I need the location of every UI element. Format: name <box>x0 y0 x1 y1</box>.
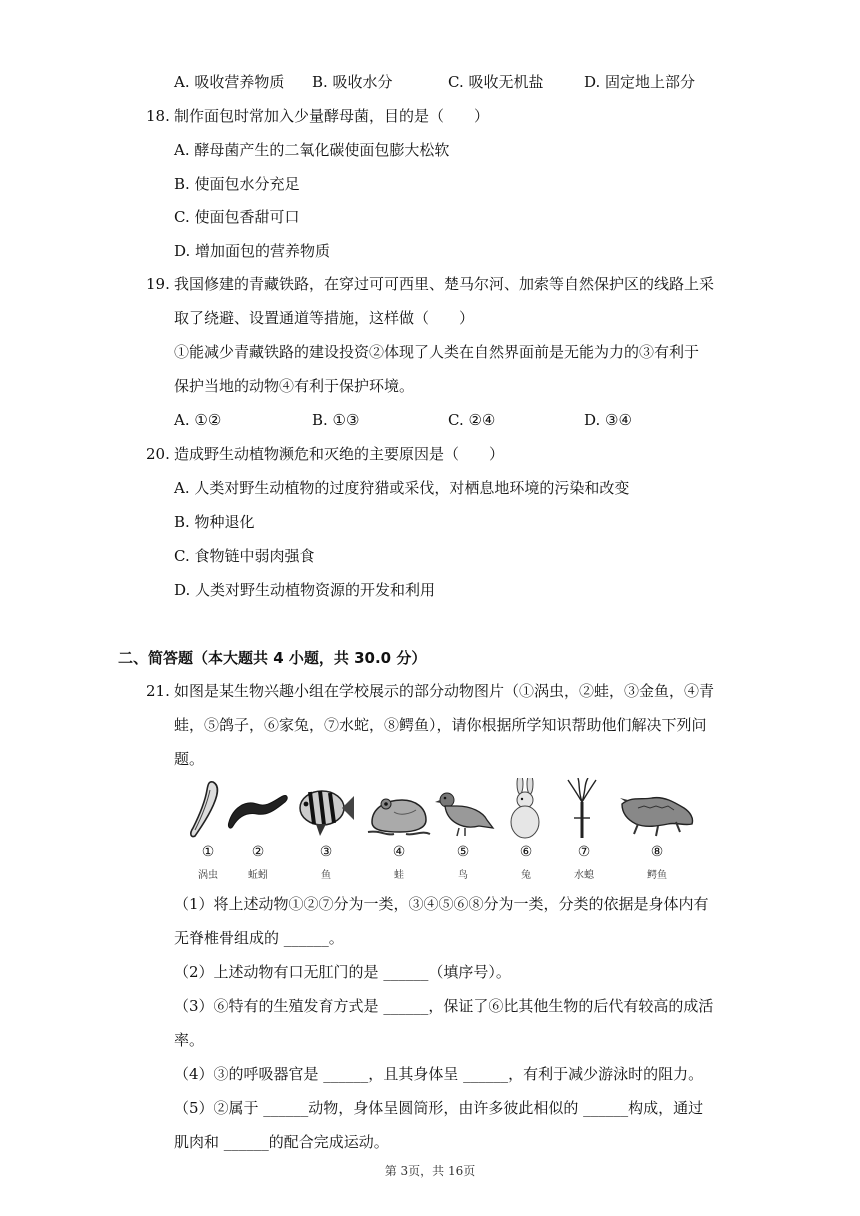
q18-option-a: A. 酵母菌产生的二氧化碳使面包膨大松软 <box>174 141 450 159</box>
hydra-icon <box>554 778 610 840</box>
q20-option-c: C. 食物链中弱肉强食 <box>174 547 315 565</box>
q21-sub1-line1: （1）将上述动物①②⑦分为一类，③④⑤⑥⑧分为一类，分类的依据是身体内有 <box>174 895 709 913</box>
animal-crocodile <box>618 778 696 881</box>
animal-number: ⑥ <box>519 844 533 860</box>
q19-stem-line2: 取了绕避、设置通道等措施，这样做（ ） <box>174 309 475 327</box>
q17-option-c: C. 吸收无机盐 <box>448 73 544 91</box>
q19-option-a: A. ①② <box>174 411 222 429</box>
frog-icon <box>366 778 432 840</box>
q20-option-d: D. 人类对野生动植物资源的开发和利用 <box>174 581 436 599</box>
animal-number: ⑧ <box>650 844 664 860</box>
animal-number: ① <box>201 844 215 860</box>
page-footer: 第 3页，共 16页 <box>384 1164 476 1178</box>
animal-caption: 鸟 <box>458 870 468 881</box>
q21-sub3-line2: 率。 <box>174 1031 205 1049</box>
q20-number: 20. <box>146 445 170 463</box>
q18-option-c: C. 使面包香甜可口 <box>174 208 300 226</box>
animal-number: ⑤ <box>456 844 470 860</box>
animal-pigeon <box>433 778 495 881</box>
q21-number: 21. <box>146 682 170 700</box>
animal-number: ③ <box>319 844 333 860</box>
q21-stem-line3: 题。 <box>174 750 205 768</box>
q21-sub4: （4）③的呼吸器官是 ______，且其身体呈 ______，有利于减少游泳时的阻力。 <box>174 1065 704 1083</box>
q21-sub5-line2: 肌肉和 ______的配合完成运动。 <box>174 1133 389 1151</box>
animal-caption: 涡虫 <box>198 870 218 881</box>
q19-detail-line1: ①能减少青藏铁路的建设投资②体现了人类在自然界面前是无能为力的③有利于 <box>174 343 700 361</box>
q18-option-b: B. 使面包水分充足 <box>174 175 300 193</box>
animal-caption: 鳄鱼 <box>647 870 667 881</box>
rabbit-icon <box>496 778 556 840</box>
q19-number: 19. <box>146 275 170 293</box>
q21-stem-line1: 如图是某生物兴趣小组在学校展示的部分动物图片（①涡虫，②蛙，③金鱼，④青 <box>174 682 715 700</box>
q20-stem: 造成野生动植物濒危和灭绝的主要原因是（ ） <box>174 445 505 463</box>
animal-number: ④ <box>392 844 406 860</box>
animal-caption: 蚯蚓 <box>248 870 268 881</box>
q18-number: 18. <box>146 107 170 125</box>
q19-option-b: B. ①③ <box>312 411 360 429</box>
animal-earthworm <box>225 778 291 881</box>
q18-stem: 制作面包时常加入少量酵母菌，目的是（ ） <box>174 107 490 125</box>
q19-detail-line2: 保护当地的动物④有利于保护环境。 <box>174 377 415 395</box>
q17-option-a: A. 吸收营养物质 <box>174 73 285 91</box>
animal-frog <box>366 778 432 881</box>
animal-fish <box>296 778 356 881</box>
q21-sub2: （2）上述动物有口无肛门的是 ______（填序号）。 <box>174 963 511 981</box>
q21-sub5-line1: （5）②属于 ______动物，身体呈圆筒形，由许多彼此相似的 ______构成，通过 <box>174 1099 704 1117</box>
animal-caption: 蛙 <box>394 870 404 881</box>
q18-option-d: D. 增加面包的营养物质 <box>174 242 331 260</box>
q19-option-d: D. ③④ <box>584 411 632 429</box>
crocodile-icon <box>618 778 696 840</box>
q21-stem-line2: 蛙，⑤鸽子，⑥家兔，⑦水蛇，⑧鳄鱼），请你根据所学知识帮助他们解决下列问 <box>174 716 707 734</box>
q19-option-c: C. ②④ <box>448 411 496 429</box>
animal-number: ② <box>251 844 265 860</box>
pigeon-icon <box>433 778 495 840</box>
q17-option-d: D. 固定地上部分 <box>584 73 696 91</box>
animal-caption: 兔 <box>521 870 531 881</box>
q20-option-a: A. 人类对野生动植物的过度狩猎或采伐，对栖息地环境的污染和改变 <box>174 479 630 497</box>
animal-number: ⑦ <box>577 844 591 860</box>
animal-figure <box>178 778 698 881</box>
q21-sub1-line2: 无脊椎骨组成的 ______。 <box>174 929 344 947</box>
section-heading: 二、简答题（本大题共 4 小题，共 30.0 分） <box>118 649 427 667</box>
q19-stem-line1: 我国修建的青藏铁路，在穿过可可西里、楚马尔河、加索等自然保护区的线路上采 <box>174 275 715 293</box>
animal-rabbit <box>496 778 556 881</box>
animal-hydra <box>554 778 610 881</box>
fish-icon <box>296 778 356 840</box>
animal-caption: 鱼 <box>321 870 331 881</box>
q21-sub3-line1: （3）⑥特有的生殖发育方式是 ______，保证了⑥比其他生物的后代有较高的成活 <box>174 997 714 1015</box>
q17-option-b: B. 吸收水分 <box>312 73 393 91</box>
animal-caption: 水螅 <box>574 870 594 881</box>
q20-option-b: B. 物种退化 <box>174 513 255 531</box>
earthworm-icon <box>225 778 291 840</box>
